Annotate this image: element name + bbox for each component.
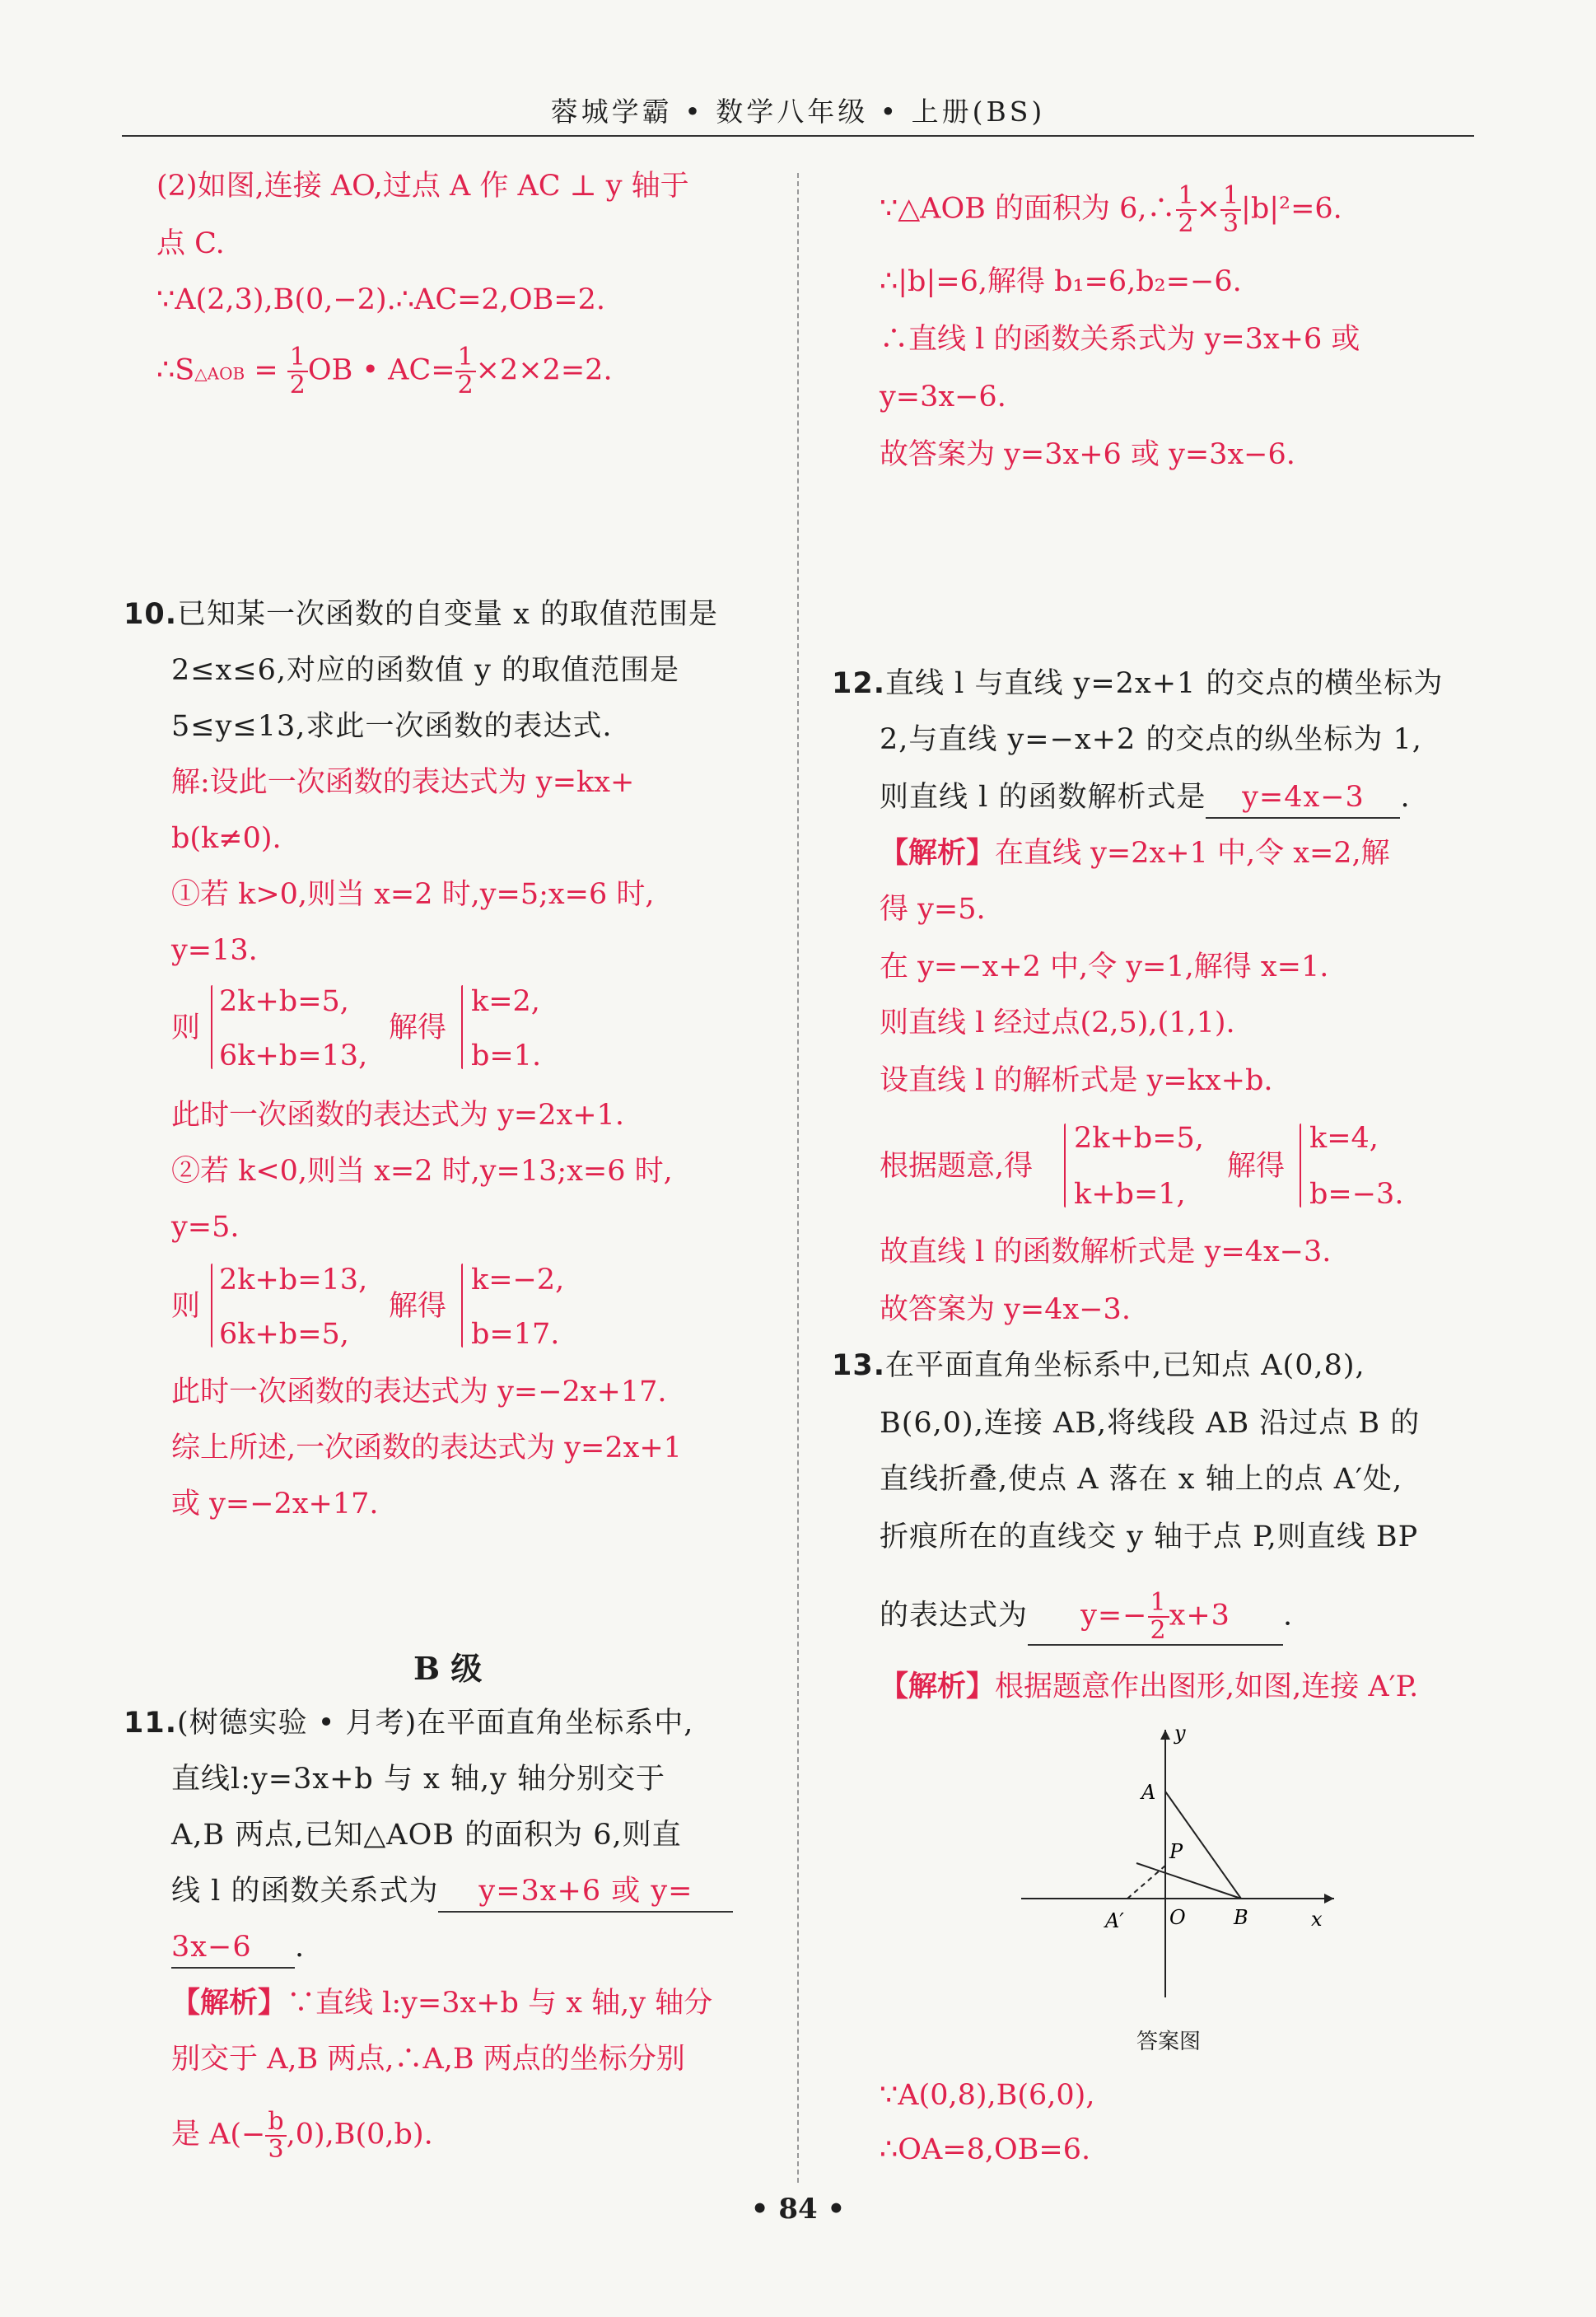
rt-line4: y=3x−6. xyxy=(880,381,1006,413)
q12-text1: 直线 l 与直线 y=2x+1 的交点的横坐标为 xyxy=(885,667,1444,700)
fraction-third: $\frac{1}{3}$ xyxy=(1220,183,1241,237)
lt-expr2: ×2×2=2. xyxy=(475,353,613,387)
q10-brace2 xyxy=(461,985,463,1069)
q10-sol2: b(k≠0). xyxy=(171,822,282,855)
q10-sol8: 此时一次函数的表达式为 y=−2x+17. xyxy=(171,1376,667,1408)
q11-exp3-b: ,0),B(0,b). xyxy=(286,2118,433,2151)
q10-sol2-row1: k=−2, xyxy=(471,1264,565,1296)
q13-text1: 在平面直角坐标系中,已知点 A(0,8), xyxy=(885,1349,1365,1382)
figure-caption: 答案图 xyxy=(1136,2030,1202,2054)
q13-line1 xyxy=(832,1346,1365,1385)
header-rule xyxy=(122,135,1474,137)
q12-answer-blank: y=4x−3 xyxy=(1206,778,1400,819)
q10-then2: 则 xyxy=(171,1290,201,1323)
q12-exp5: 设直线 l 的解析式是 y=kx+b. xyxy=(880,1064,1273,1097)
page-number: • 84 • xyxy=(750,2193,846,2226)
label-x: x xyxy=(1311,1908,1323,1931)
label-P: P xyxy=(1169,1840,1183,1863)
q11-number: 11. xyxy=(124,1707,178,1740)
lt-expr1: OB • AC= xyxy=(307,353,455,387)
q11-line4 xyxy=(171,1871,733,1913)
column-divider xyxy=(797,173,799,2183)
q12-sys-row1: 2k+b=5, xyxy=(1074,1122,1204,1155)
fraction-half-2: $\frac{1}{2}$ xyxy=(455,344,476,399)
lt-line4 xyxy=(156,344,613,399)
label-O: O xyxy=(1169,1906,1186,1929)
q10-sys1-row1: 2k+b=5, xyxy=(219,985,349,1018)
q12-line3 xyxy=(880,778,1411,819)
q10-line1 xyxy=(124,595,718,634)
q12-period: . xyxy=(1400,781,1411,814)
q12-solve: 解得 xyxy=(1227,1150,1286,1183)
q10-line3: 5≤y≤13,求此一次函数的表达式. xyxy=(171,710,613,743)
level-heading: B 级 xyxy=(413,1650,483,1687)
label-B: B xyxy=(1234,1906,1248,1929)
q12-brace2 xyxy=(1300,1123,1301,1208)
q10-line2: 2≤x≤6,对应的函数值 y 的取值范围是 xyxy=(171,654,680,687)
q13-line4: 折痕所在的直线交 y 轴于点 P,则直线 BP xyxy=(880,1521,1419,1553)
q13-text5: 的表达式为 xyxy=(880,1599,1029,1633)
label-y: y xyxy=(1174,1721,1186,1745)
q10-brace3 xyxy=(211,1264,212,1348)
q13-line2: B(6,0),连接 AB,将线段 AB 沿过点 B 的 xyxy=(880,1407,1421,1440)
coordinate-figure xyxy=(1013,1721,1342,2002)
lt-line1: (2)如图,连接 AO,过点 A 作 AC ⊥ y 轴于 xyxy=(156,170,689,203)
label-A-prime: A′ xyxy=(1105,1909,1124,1932)
q13-exp3: ∴OA=8,OB=6. xyxy=(880,2133,1091,2166)
fraction-half-ans: $\frac{1}{2}$ xyxy=(1148,1590,1169,1644)
q12-exp6: 故直线 l 的函数解析式是 y=4x−3. xyxy=(880,1236,1332,1268)
q10-solve1: 解得 xyxy=(389,1011,447,1044)
q12-exp1 xyxy=(880,834,1390,873)
q10-sys1-row2: 6k+b=13, xyxy=(219,1039,368,1072)
q10-then1: 则 xyxy=(171,1011,201,1044)
q13-exp2: ∵A(0,8),B(6,0), xyxy=(880,2079,1095,2112)
q12-line2: 2,与直线 y=−x+2 的交点的纵坐标为 1, xyxy=(880,723,1422,756)
line-BP xyxy=(1136,1863,1241,1899)
lt-line3: ∵A(2,3),B(0,−2).∴AC=2,OB=2. xyxy=(156,283,605,316)
q13-line3: 直线折叠,使点 A 落在 x 轴上的点 A′处, xyxy=(880,1463,1403,1496)
q12-analysis-tag: 【解析】 xyxy=(880,836,996,870)
q11-answer-blank1: y=3x+6 或 y= xyxy=(438,1871,733,1913)
fraction-half-r: $\frac{1}{2}$ xyxy=(1176,183,1197,237)
equals: = xyxy=(254,353,278,387)
q10-solve2: 解得 xyxy=(389,1290,447,1323)
rt-line5: 故答案为 y=3x+6 或 y=3x−6. xyxy=(880,438,1295,471)
q12-sys-row2: k+b=1, xyxy=(1074,1178,1186,1211)
q13-answer-blank: y=− $\frac{1}{2}$ x+3 xyxy=(1028,1590,1283,1646)
rt-line3: ∴直线 l 的函数关系式为 y=3x+6 或 xyxy=(880,323,1360,356)
q11-line1 xyxy=(124,1703,693,1743)
q10-sol3: ①若 k>0,则当 x=2 时,y=5;x=6 时, xyxy=(171,878,655,911)
q11-exp1-text: ∵直线 l:y=3x+b 与 x 轴,y 轴分 xyxy=(287,1987,713,2020)
q13-period: . xyxy=(1283,1599,1294,1633)
q12-text3: 则直线 l 的函数解析式是 xyxy=(880,781,1206,814)
q11-exp3 xyxy=(171,2109,433,2163)
q11-text4: 线 l 的函数关系式为 xyxy=(171,1875,439,1908)
q12-sol-row1: k=4, xyxy=(1309,1122,1379,1155)
running-header: 蓉城学霸 • 数学八年级 • 上册(BS) xyxy=(550,96,1046,128)
x-axis-arrow xyxy=(1324,1894,1334,1904)
q13-exp1 xyxy=(880,1667,1418,1707)
q11-line2: 直线l:y=3x+b 与 x 轴,y 轴分别交于 xyxy=(171,1763,665,1796)
q10-sol5: 此时一次函数的表达式为 y=2x+1. xyxy=(171,1099,624,1132)
q10-sol1-row2: b=1. xyxy=(471,1039,542,1072)
q10-sys2-row2: 6k+b=5, xyxy=(219,1318,349,1351)
q11-exp2: 别交于 A,B 两点,∴A,B 两点的坐标分别 xyxy=(171,2043,685,2076)
q10-sys2-row1: 2k+b=13, xyxy=(219,1264,368,1296)
rt-line1-a: ∵△AOB 的面积为 6,∴ xyxy=(880,192,1176,226)
q11-answer-blank2: 3x−6 xyxy=(171,1927,295,1969)
label-A: A xyxy=(1141,1781,1156,1804)
q13-number: 13. xyxy=(832,1349,886,1382)
q10-sol9: 综上所述,一次函数的表达式为 y=2x+1 xyxy=(171,1432,682,1464)
q11-line5 xyxy=(171,1927,305,1969)
q12-exp1-text: 在直线 y=2x+1 中,令 x=2,解 xyxy=(995,837,1390,870)
q12-number: 12. xyxy=(832,667,886,700)
q11-period: . xyxy=(295,1931,306,1964)
q12-pre: 根据题意,得 xyxy=(880,1150,1034,1183)
q10-sol6: ②若 k<0,则当 x=2 时,y=13;x=6 时, xyxy=(171,1155,673,1188)
fraction-b-over-3: $\frac{b}{3}$ xyxy=(265,2109,286,2163)
q13-line5 xyxy=(880,1590,1293,1646)
q12-exp3: 在 y=−x+2 中,令 y=1,解得 x=1. xyxy=(880,951,1329,983)
q10-sol10: 或 y=−2x+17. xyxy=(171,1488,379,1521)
rt-line1-b: |b|²=6. xyxy=(1241,192,1342,226)
q10-sol2-row2: b=17. xyxy=(471,1318,560,1351)
q11-exp1 xyxy=(171,1983,712,2023)
q10-sol1: 解:设此一次函数的表达式为 y=kx+ xyxy=(171,766,635,799)
q10-number: 10. xyxy=(124,598,178,631)
q11-exp3-a: 是 A(− xyxy=(171,2118,266,2151)
q10-brace4 xyxy=(461,1264,463,1348)
rt-line1 xyxy=(880,183,1342,237)
q10-sol1-row1: k=2, xyxy=(471,985,540,1018)
times-sign: × xyxy=(1196,192,1220,226)
q10-sol4: y=13. xyxy=(171,934,258,967)
area-symbol: ∴S xyxy=(156,353,195,387)
q10-text1: 已知某一次函数的自变量 x 的取值范围是 xyxy=(177,598,719,631)
q12-sol-row2: b=−3. xyxy=(1309,1178,1404,1211)
q12-exp4: 则直线 l 经过点(2,5),(1,1). xyxy=(880,1007,1235,1039)
q12-exp2: 得 y=5. xyxy=(880,893,986,926)
q10-sol7: y=5. xyxy=(171,1211,240,1244)
rt-line2: ∴|b|=6,解得 b₁=6,b₂=−6. xyxy=(880,265,1242,298)
q11-text1: (树德实验 • 月考)在平面直角坐标系中, xyxy=(177,1707,694,1740)
q12-exp7: 故答案为 y=4x−3. xyxy=(880,1293,1131,1326)
q13-analysis-tag: 【解析】 xyxy=(880,1670,996,1703)
q13-exp1-text: 根据题意作出图形,如图,连接 A′P. xyxy=(995,1670,1419,1703)
lt-line2: 点 C. xyxy=(156,227,225,260)
y-axis-arrow xyxy=(1160,1730,1170,1740)
area-subscript: △AOB xyxy=(194,363,245,384)
q12-line1 xyxy=(832,664,1443,703)
q12-brace1 xyxy=(1064,1123,1066,1208)
q11-line3: A,B 两点,已知△AOB 的面积为 6,则直 xyxy=(171,1819,682,1852)
q11-analysis-tag: 【解析】 xyxy=(171,1986,287,2020)
fraction-half: $\frac{1}{2}$ xyxy=(287,344,308,399)
q10-brace1 xyxy=(211,985,212,1069)
